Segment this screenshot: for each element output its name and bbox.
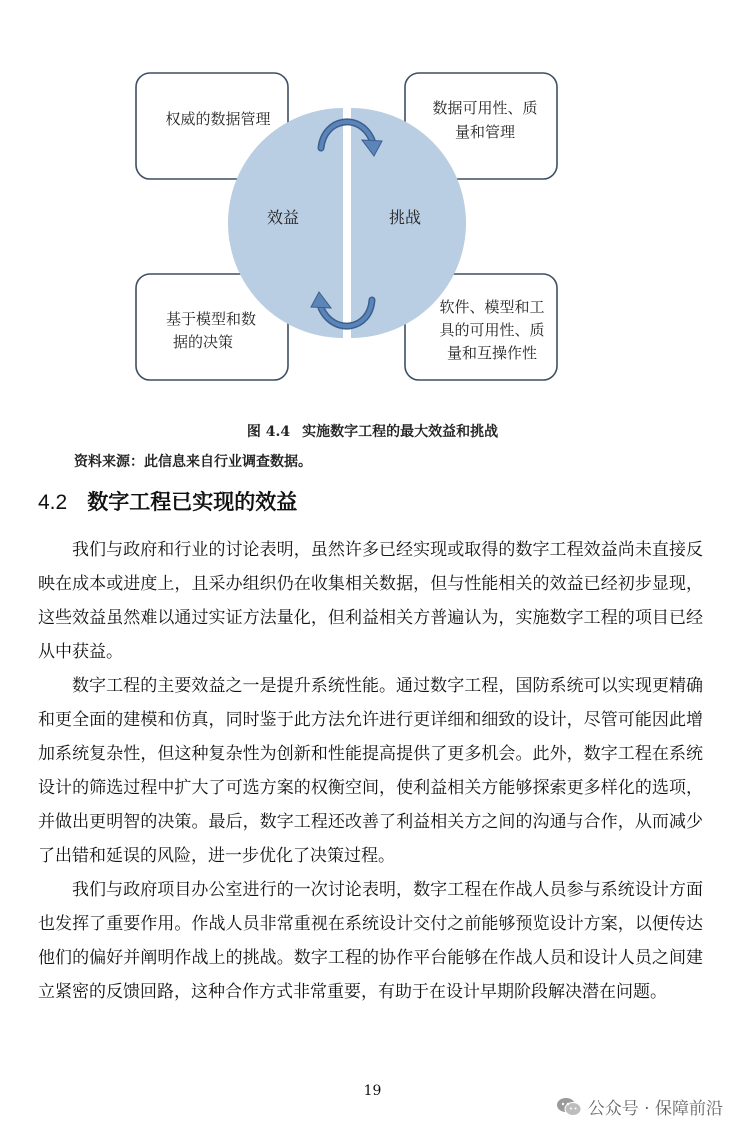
- box-bottom-right-line-1: 软件、模型和工: [439, 298, 545, 316]
- body-text: [38, 533, 703, 1009]
- box-bottom-left-line-2: 据的决策: [172, 333, 234, 351]
- page-number: 19: [363, 1083, 382, 1099]
- circle-right-label: 挑战: [388, 208, 422, 227]
- box-bottom-left-line-1: 基于模型和数: [165, 310, 257, 328]
- box-bottom-right-line-2: 具的可用性、质: [439, 321, 545, 339]
- wechat-icon: [556, 1097, 582, 1117]
- figure-caption: [0, 421, 745, 441]
- section-heading: [38, 486, 297, 516]
- figure-number: 图 4.4: [246, 424, 291, 440]
- box-top-left-text: 权威的数据管理: [165, 110, 271, 128]
- watermark-text: 公众号 · 保障前沿: [587, 1099, 723, 1119]
- box-top-right-line-2: 量和管理: [454, 123, 516, 141]
- figure-title: 实施数字工程的最大效益和挑战: [302, 424, 499, 440]
- figure-source: 资料来源：此信息来自行业调查数据。: [74, 454, 312, 470]
- watermark: [556, 1094, 723, 1119]
- circle-left-label: 效益: [266, 208, 300, 227]
- paragraph-1: 我们与政府和行业的讨论表明，虽然许多已经实现或取得的数字工程效益尚未直接反映在成本或进度上，且采办组织仍在收集相关数据，但与性能相关的效益已经初步显现，这些效益虽然难以通过实证方法量化，但利益相关方普遍认为，实施数字工程的项目已经从中获益。: [38, 540, 703, 662]
- benefits-challenges-diagram: [0, 0, 745, 400]
- box-top-right-line-1: 数据可用性、质: [432, 99, 538, 117]
- paragraph-3: 我们与政府项目办公室进行的一次讨论表明，数字工程在作战人员参与系统设计方面也发挥了重要作用。作战人员非常重视在系统设计交付之前能够预览设计方案，以便传达他们的偏好并阐明作战上的挑战。数字工程的协作平台能够在作战人员和设计人员之间建立紧密的反馈回路，这种合作方式非常重要，有助于在设计早期阶段解决潜在问题。: [38, 880, 703, 1002]
- section-number: 4.2: [38, 491, 68, 514]
- box-bottom-right-line-3: 量和互操作性: [446, 344, 538, 362]
- paragraph-2: 数字工程的主要效益之一是提升系统性能。通过数字工程，国防系统可以实现更精确和更全面的建模和仿真，同时鉴于此方法允许进行更详细和细致的设计，尽管可能因此增加系统复杂性，但这种复杂性为创新和性能提高提供了更多机会。此外，数字工程在系统设计的筛选过程中扩大了可选方案的权衡空间，使利益相关方能够探索更多样化的选项，并做出更明智的决策。最后，数字工程还改善了利益相关方之间的沟通与合作，从而减少了出错和延误的风险，进一步优化了决策过程。: [38, 676, 703, 866]
- section-title: 数字工程已实现的效益: [87, 490, 298, 514]
